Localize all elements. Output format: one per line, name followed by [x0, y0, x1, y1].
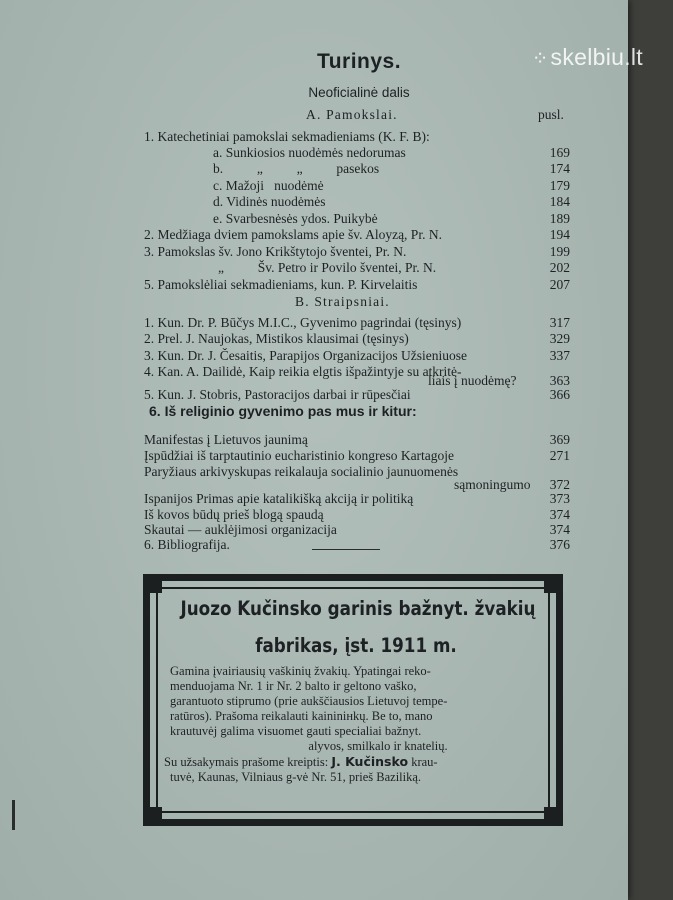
toc-entry: liais į nuodėmę? 363 — [428, 373, 570, 388]
toc-entry: 5. Pamokslėliai sekmadieniams, kun. P. Kirvelaitis 207 — [144, 277, 570, 292]
ornament-corner — [146, 807, 162, 823]
toc-entry: a. Sunkiosios nuodėmės nedorumas 169 — [213, 145, 570, 160]
ad-text-line: menduojama Nr. 1 ir Nr. 2 balto ir geltono vaško, — [170, 679, 417, 693]
ad-contact-line — [164, 754, 526, 770]
ad-contact-name: J. Kučinsko — [331, 754, 409, 769]
ad-text-line: krautuvėj galima visuomet gauti specialiai bažnyt. — [170, 724, 422, 738]
section-a-heading: A. Pamokslai. — [306, 107, 398, 122]
ad-address-line: tuvė, Kaunas, Vilniaus g-vė Nr. 51, prieš Baziliką. — [170, 770, 422, 784]
toc-entry: 2. Prel. J. Naujokas, Mistikos klausimai (tęsinys) 329 — [144, 331, 570, 346]
toc-entry: Manifestas į Lietuvos jaunimą 369 — [144, 432, 570, 447]
page-column-header: pusl. — [538, 107, 564, 122]
toc-entry: 6. Bibliografija. 376 — [144, 537, 570, 552]
toc-entry: 5. Kun. J. Stobris, Pastoracijos darbai ir rūpesčiai 366 — [144, 387, 570, 402]
toc-entry: c. Mažoji nuodėmė 179 — [213, 178, 570, 193]
section-divider — [312, 549, 380, 550]
page-subtitle: Neoficialinė dalis — [308, 85, 410, 100]
toc-entry: Paryžiaus arkivyskupas reikalauja socialinio jaunuomenės — [144, 464, 459, 479]
ad-contact-suffix: krau- — [411, 755, 438, 769]
ornament-corner — [146, 577, 162, 593]
section-6-heading: 6. Iš religinio gyvenimo pas mus ir kitur: — [149, 403, 417, 419]
watermark-text: skelbiu.lt — [550, 44, 643, 70]
page-title: Turinys. — [316, 50, 402, 73]
advertisement-title-line2: fabrikas, įst. 1911 m. — [255, 634, 457, 657]
ad-text-line: Gamina įvairiausių vaškinių žvakių. Ypatingai reko- — [170, 664, 431, 678]
toc-entry: 3. Kun. Dr. J. Česaitis, Parapijos Organizacijos Užsieniuose 337 — [144, 348, 570, 363]
toc-entry: 3. Pamokslas šv. Jono Krikštytojo šventei, Pr. N. 199 — [144, 244, 570, 259]
toc-entry: Iš kovos būdų prieš blogą spaudą 374 — [144, 507, 570, 522]
section-b-heading: B. Straipsniai. — [295, 294, 390, 309]
toc-entry: „ Šv. Petro ir Povilo šventei, Pr. N. 202 — [218, 260, 570, 275]
toc-entry: Ispanijos Primas apie katalikišką akciją ir politiką 373 — [144, 491, 570, 506]
ornament-corner — [544, 577, 560, 593]
toc-entry: 1. Kun. Dr. P. Būčys M.I.C., Gyvenimo pagrindai (tęsinys) 317 — [144, 315, 570, 330]
ad-text-line: ratūros). Prašoma reikalauti kaininінkų. Be to, mano — [170, 709, 433, 723]
toc-entry: d. Vidinės nuodėmės 184 — [213, 194, 570, 209]
watermark — [532, 44, 643, 71]
ornament-corner — [544, 807, 560, 823]
toc-entry: Įspūdžiai iš tarptautinio eucharistinio kongreso Kartagoje 271 — [144, 448, 570, 463]
advertisement-title-line1: Juozo Kučinsko garinis bažnyt. žvakių — [180, 597, 536, 620]
toc-entry: 2. Medžiaga dviem pamokslams apie šv. Aloyzą, Pr. N. 194 — [144, 227, 570, 242]
page-edge-mark — [12, 800, 15, 830]
advertisement-body — [164, 664, 526, 785]
toc-entry: 4. Kan. A. Dailidė, Kaip reikia elgtis išpažintyje su atkritė- — [144, 364, 462, 379]
toc-entry: e. Svarbesnėsės ydos. Puikybė 189 — [213, 211, 570, 226]
ad-contact-prefix: Su užsakymais prašome kreiptis: — [164, 755, 329, 769]
ad-text-line: alyvos, smilkalo ir knatelių. — [308, 739, 448, 753]
toc-entry: 1. Katechetiniai pamokslai sekmadieniams (K. F. B): — [144, 129, 430, 144]
toc-entry: Skautai — auklėjimosi organizacija 374 — [144, 522, 570, 537]
ad-text-line: garantuoto stiprumo (prie aukščiausios Lietuvoj tempe- — [170, 694, 448, 708]
watermark-dots-icon: ⁘ — [531, 48, 547, 70]
toc-entry: b. „ „ pasekos 174 — [213, 161, 570, 176]
toc-entry: sąmoningumo 372 — [454, 477, 570, 492]
